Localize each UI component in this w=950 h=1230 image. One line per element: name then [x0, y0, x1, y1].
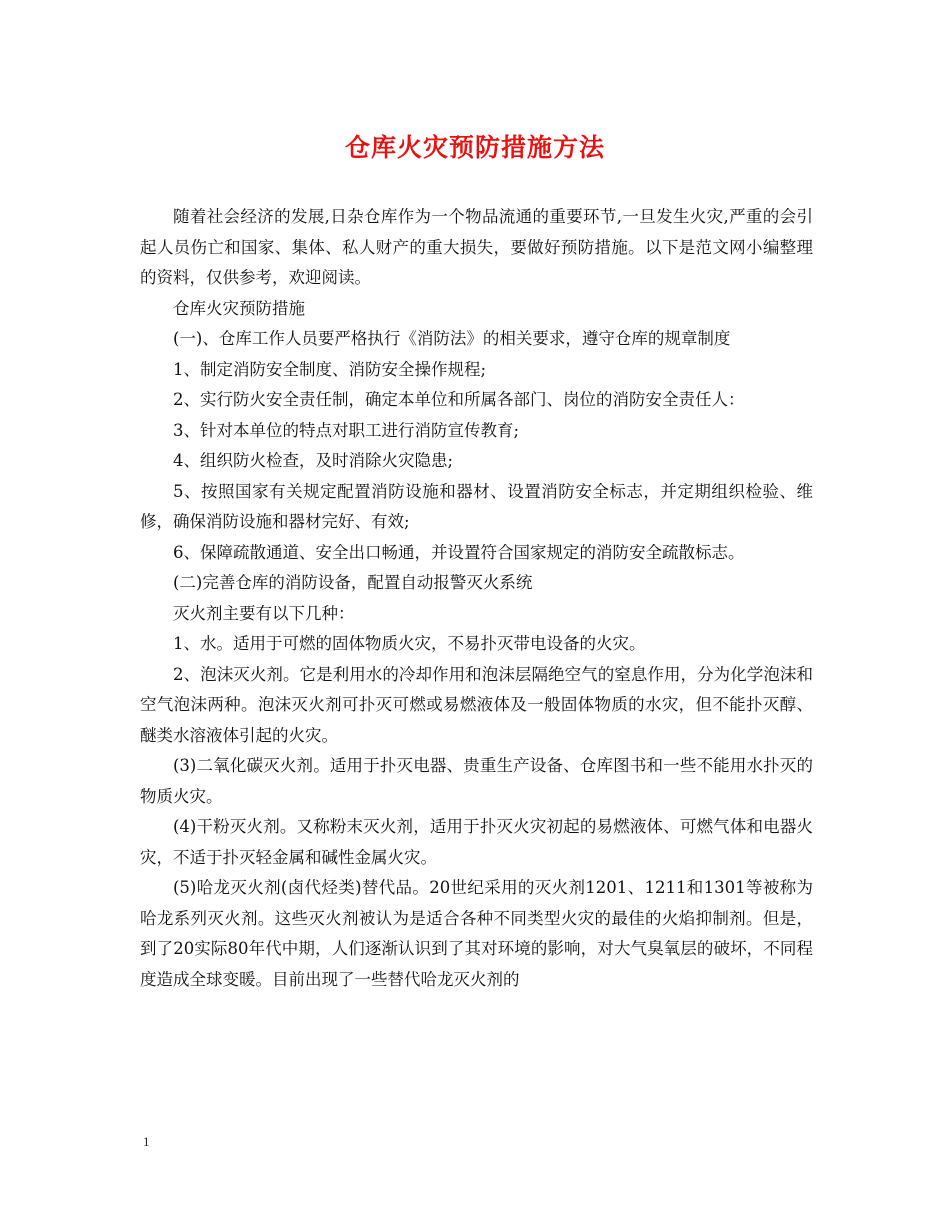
paragraph-item: 2、实行防火安全责任制，确定本单位和所属各部门、岗位的消防安全责任人： [173, 390, 745, 409]
paragraph-item: 6、保障疏散通道、安全出口畅通，并设置符合国家规定的消防安全疏散标志。 [173, 542, 745, 562]
paragraph-item: 4、组织防火检查，及时消除火灾隐患; [173, 451, 454, 470]
paragraph-item: (一)、仓库工作人员要严格执行《消防法》的相关要求，遵守仓库的规章制度 [173, 329, 731, 348]
paragraph-item: 1、制定消防安全制度、消防安全操作规程; [173, 359, 487, 379]
paragraph-item: 3、针对本单位的特点对职工进行消防宣传教育; [173, 420, 520, 440]
paragraph-item: (二)完善仓库的消防设备，配置自动报警灭火系统 [173, 573, 533, 592]
paragraph-item: (5)哈龙灭火剂(卤代烃类)替代品。20世纪采用的灭火剂1201、1211和1301等被称为哈龙系列灭火剂。这些灭火剂被认为是适合各种不同类型火灾的最佳的火焰抑制剂。但是，到了20实际80年代中期，人们逐渐认识到了其对环境的影响，对大气臭氧层的破坏，不同程度造成全球变暖。目前出现了一些替代哈龙灭火剂的 [140, 878, 813, 989]
paragraph-item: 5、按照国家有关规定配置消防设施和器材、设置消防安全标志，并定期组织检验、维修，确保消防设施和器材完好、有效; [140, 481, 813, 531]
paragraph-intro: 随着社会经济的发展,日杂仓库作为一个物品流通的重要环节,一旦发生火灾,严重的会引起人员伤亡和国家、集体、私人财产的重大损失，要做好预防措施。以下是范文网小编整理的资料，仅供参考，欢迎阅读。 [140, 207, 813, 287]
page-title: 仓库火灾预防措施方法 [344, 133, 605, 162]
page-number: 1 [143, 1134, 150, 1149]
paragraph-item: 灭火剂主要有以下几种： [173, 603, 355, 623]
section-heading: 仓库火灾预防措施 [173, 298, 305, 318]
paragraph-item: (3)二氧化碳灭火剂。适用于扑灭电器、贵重生产设备、仓库图书和一些不能用水扑灭的物质火灾。 [140, 756, 813, 806]
document-body [140, 202, 813, 995]
paragraph-item: (4)干粉灭火剂。又称粉末灭火剂，适用于扑灭火灾初起的易燃液体、可燃气体和电器火灾，不适于扑灭轻金属和碱性金属火灾。 [140, 817, 813, 867]
paragraph-item: 1、水。适用于可燃的固体物质火灾，不易扑灭带电设备的火灾。 [173, 634, 646, 653]
paragraph-item: 2、泡沫灭火剂。它是利用水的冷却作用和泡沫层隔绝空气的窒息作用，分为化学泡沫和空气泡沫两种。泡沫灭火剂可扑灭可燃或易燃液体及一般固体物质的水灾，但不能扑灭醇、醚类水溶液体引起的火灾。 [140, 664, 813, 745]
